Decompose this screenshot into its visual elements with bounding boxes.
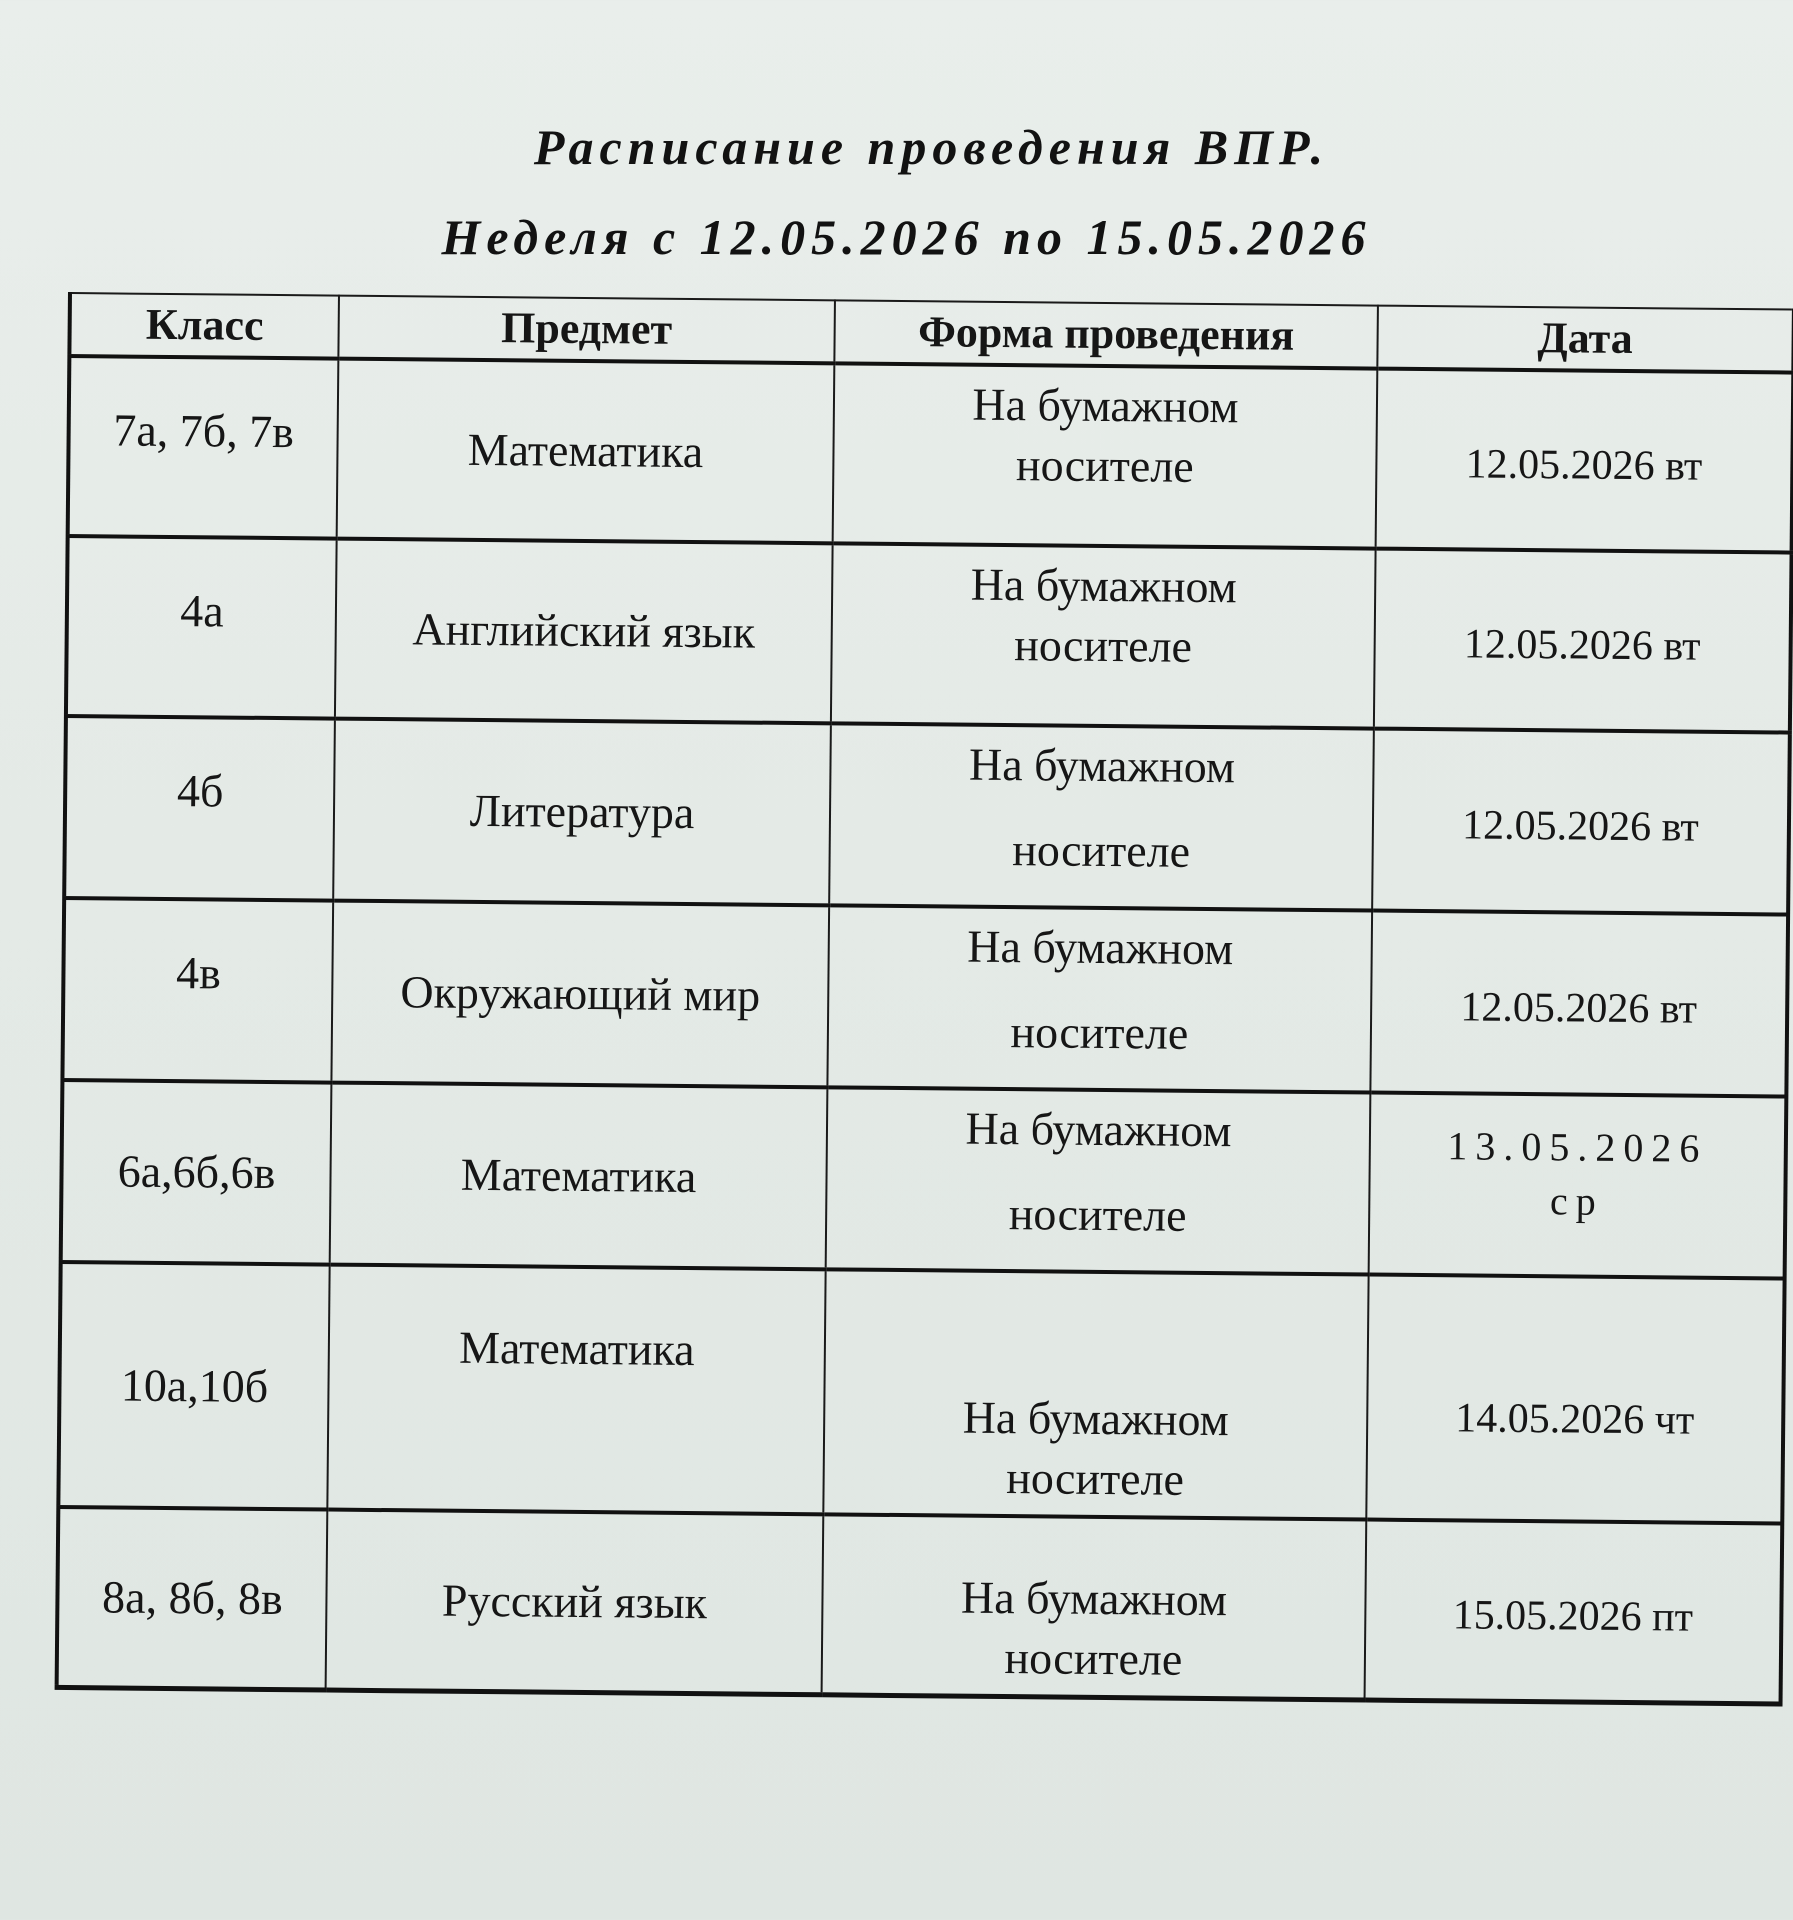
cell-form-line1: На бумажном [967,920,1234,975]
cell-form-line1: На бумажном [970,558,1237,613]
cell-date: 12.05.2026 вт [1376,369,1793,553]
cell-form [823,1269,1368,1519]
cell-date: 12.05.2026 вт [1372,729,1790,915]
cell-form-line2: носителе [1014,619,1193,672]
cell-class: 6а,6б,6в [61,1080,332,1265]
cell-class: 4а [66,536,337,719]
schedule-table [55,292,1793,1706]
table-row [68,356,1793,553]
table-row [64,716,1790,915]
document-title: Расписание проведения ВПР. [533,119,1330,175]
cell-form-line1: На бумажном [968,738,1236,793]
cell-form-line1: На бумажном [965,1102,1232,1157]
table-row [66,536,1792,733]
cell-subject: Английский язык [335,539,833,724]
table-row [62,898,1788,1097]
document-subtitle: Неделя с 12.05.2026 по 15.05.2026 [441,209,1372,265]
cell-form-line2: носителе [1008,1188,1187,1241]
cell-class: 4в [62,898,333,1083]
cell-class: 7а, 7б, 7в [68,356,339,539]
cell-subject: Окружающий мир [331,901,829,1088]
cell-form-line2: носителе [1006,1452,1185,1505]
header-form: Форма проведения [834,300,1378,368]
header-date: Дата [1377,306,1793,373]
cell-form [827,905,1372,1092]
table-row [57,1507,1783,1704]
cell-subject: Математика [327,1265,825,1515]
cell-form-line1: На бумажном [960,1571,1228,1625]
cell-date: 15.05.2026 пт [1365,1520,1783,1704]
cell-form-line2: носителе [1012,824,1191,877]
cell-form [833,363,1378,548]
cell-class: 4б [64,716,335,901]
cell-date-value: 13.05.2026 [1447,1123,1708,1171]
cell-form [826,1087,1371,1274]
schedule-table-wrap [55,292,1718,1705]
cell-date: 12.05.2026 вт [1370,911,1788,1097]
cell-form-line2: носителе [1004,1631,1183,1685]
header-subject: Предмет [338,296,835,364]
cell-class: 8а, 8б, 8в [57,1507,328,1690]
cell-form [829,723,1374,910]
cell-form-line1: На бумажном [972,378,1239,433]
cell-form [822,1514,1367,1699]
cell-date: 14.05.2026 чт [1366,1275,1784,1524]
cell-class: 10а,10б [58,1262,329,1510]
cell-form [831,543,1376,728]
table-row [61,1080,1787,1279]
cell-subject: Литература [333,719,831,906]
cell-form-line2: носителе [1010,1006,1189,1059]
header-class: Класс [69,293,339,359]
cell-form-line2: носителе [1015,439,1194,492]
cell-subject: Русский язык [326,1510,824,1695]
table-row [58,1262,1784,1524]
cell-date-day: ср [1549,1178,1604,1224]
cell-date: 12.05.2026 вт [1374,549,1792,733]
cell-subject: Математика [337,359,835,544]
cell-form-line1: На бумажном [962,1391,1229,1446]
cell-date [1369,1093,1787,1279]
cell-subject: Математика [330,1083,828,1270]
